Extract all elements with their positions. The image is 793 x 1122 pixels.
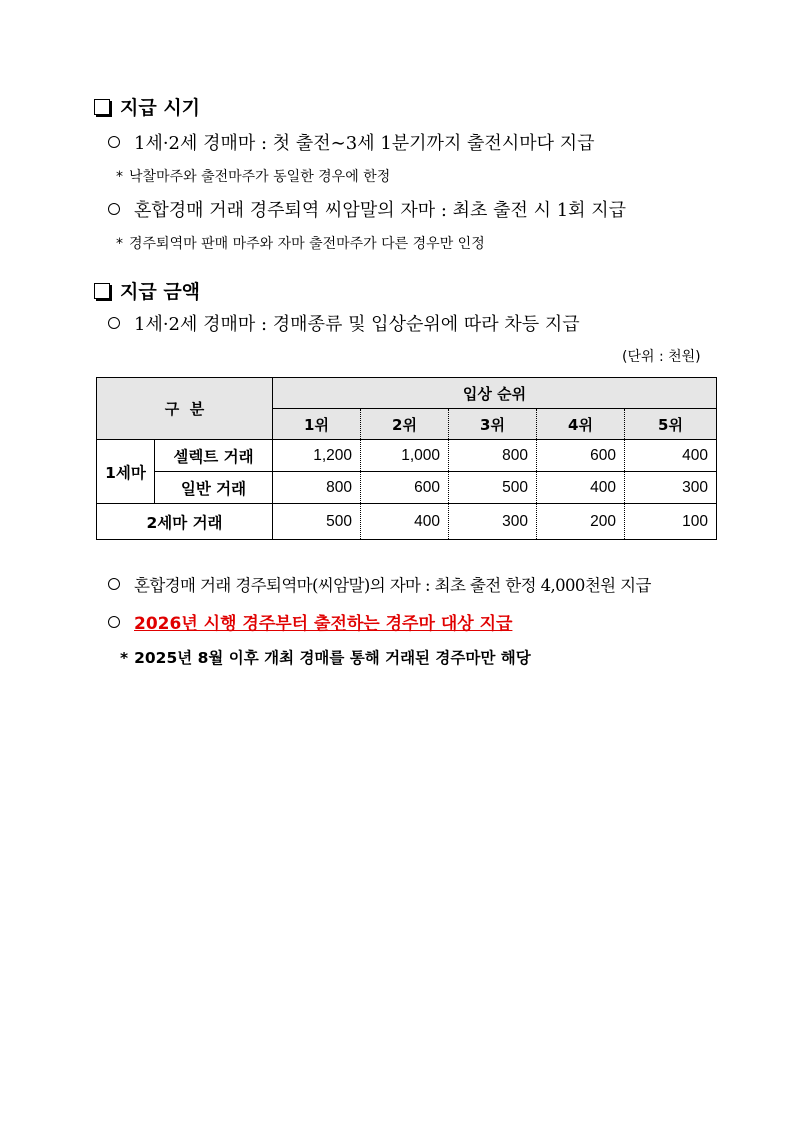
section-title: 지급 금액 [120, 281, 201, 303]
footnote-text: 낙찰마주와 출전마주가 동일한 경우에 한정 [129, 169, 391, 185]
unit-label: (단위 : 천원) [622, 349, 701, 365]
circle-bullet-icon [108, 317, 120, 329]
table-cell: 500 [273, 504, 361, 540]
circle-bullet-icon [108, 616, 120, 628]
table-cell: 200 [537, 504, 625, 540]
asterisk-icon: * [116, 169, 123, 185]
section-heading-payment-amount [94, 277, 200, 304]
table-cell: 800 [273, 472, 361, 504]
rank-header: 1위 [273, 409, 361, 440]
table-cell: 400 [625, 440, 717, 472]
rank-header: 2위 [361, 409, 449, 440]
circle-bullet-icon [108, 578, 120, 590]
table-cell: 600 [361, 472, 449, 504]
table-row [97, 440, 717, 472]
bullet-item [108, 310, 580, 336]
table-cell: 1,200 [273, 440, 361, 472]
row-label: 2세마 거래 [97, 504, 273, 540]
circle-bullet-icon [108, 203, 120, 215]
footnote [120, 646, 531, 668]
bullet-text: 1세·2세 경매마 : 경매종류 및 입상순위에 따라 차등 지급 [134, 314, 580, 335]
table-cell: 400 [361, 504, 449, 540]
table-cell: 400 [537, 472, 625, 504]
checkbox-square-icon [94, 283, 110, 299]
table-row [97, 504, 717, 540]
bullet-item [108, 129, 595, 155]
highlight-text: 2026년 시행 경주부터 출전하는 경주마 대상 지급 [134, 614, 513, 634]
asterisk-icon: * [116, 236, 123, 252]
bullet-item-highlight [108, 609, 512, 634]
table-cell: 800 [449, 440, 537, 472]
table-cell: 300 [449, 504, 537, 540]
circle-bullet-icon [108, 136, 120, 148]
footnote [116, 233, 485, 253]
bullet-item [108, 196, 626, 222]
bullet-item [108, 572, 651, 596]
footnote-text: 경주퇴역마 판매 마주와 자마 출전마주가 다른 경우만 인정 [129, 236, 485, 252]
header-category: 구 분 [97, 378, 273, 440]
table-cell: 600 [537, 440, 625, 472]
row-label: 일반 거래 [155, 472, 273, 504]
table-header-row [97, 378, 717, 409]
table-cell: 500 [449, 472, 537, 504]
table-cell: 100 [625, 504, 717, 540]
footnote-text: 2025년 8월 이후 개최 경매를 통해 거래된 경주마만 해당 [134, 649, 531, 667]
table-row [97, 472, 717, 504]
section-title: 지급 시기 [120, 97, 201, 119]
rank-header: 4위 [537, 409, 625, 440]
payment-amount-table [96, 377, 717, 540]
header-rank: 입상 순위 [273, 378, 717, 409]
bullet-text: 1세·2세 경매마 : 첫 출전∼3세 1분기까지 출전시마다 지급 [134, 133, 595, 154]
table-cell: 1,000 [361, 440, 449, 472]
bullet-text: 혼합경매 거래 경주퇴역마(씨암말)의 자마 : 최초 출전 한정 4,000천원 지급 [134, 576, 651, 595]
asterisk-icon: * [120, 649, 129, 667]
group-label: 1세마 [97, 440, 155, 504]
rank-header: 3위 [449, 409, 537, 440]
checkbox-square-icon [94, 99, 110, 115]
row-label: 셀렉트 거래 [155, 440, 273, 472]
rank-header: 5위 [625, 409, 717, 440]
bullet-text: 혼합경매 거래 경주퇴역 씨암말의 자마 : 최초 출전 시 1회 지급 [134, 200, 627, 221]
footnote [116, 166, 390, 186]
table-cell: 300 [625, 472, 717, 504]
section-heading-payment-timing [94, 93, 200, 120]
